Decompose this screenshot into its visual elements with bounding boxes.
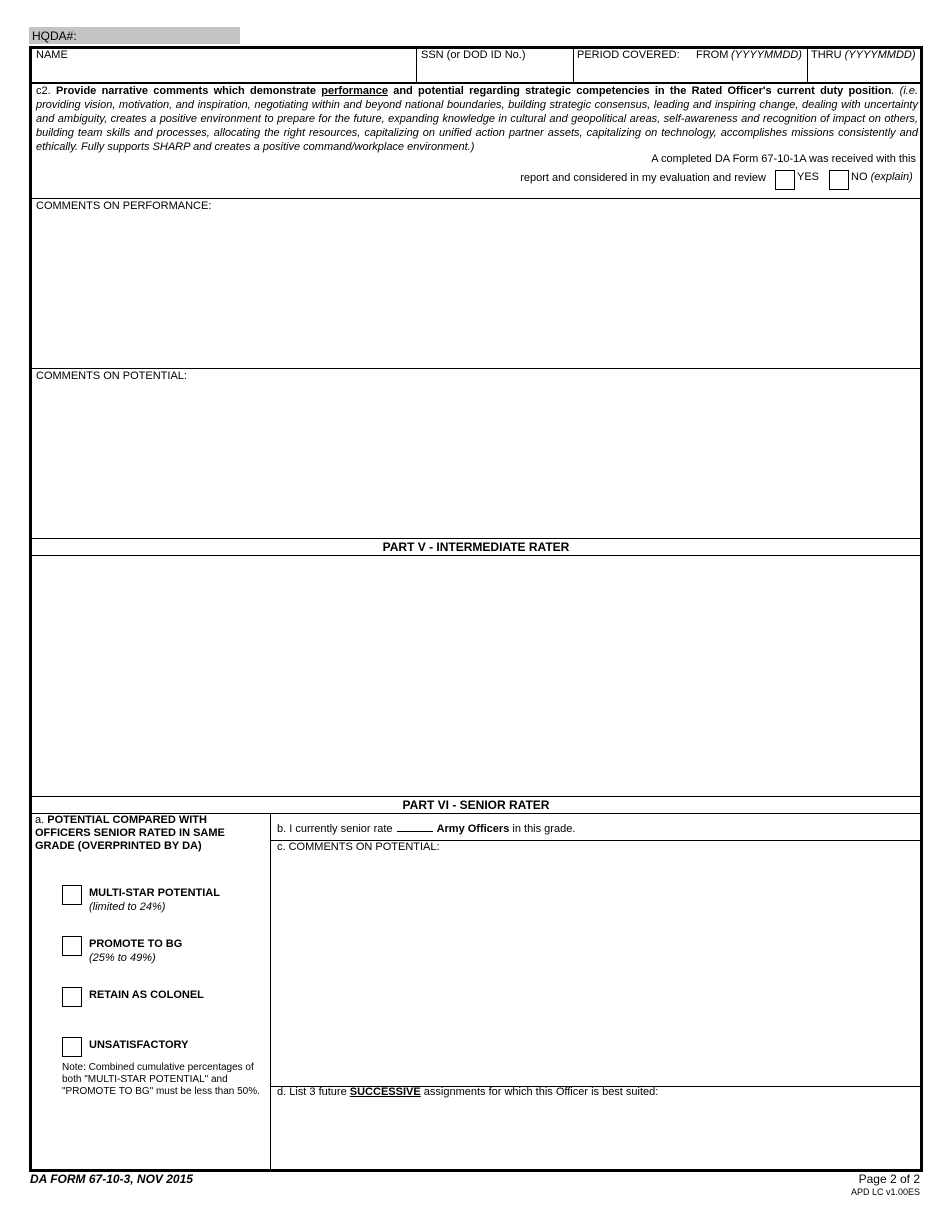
- period-label: PERIOD COVERED:: [577, 49, 680, 61]
- part6-d-prefix: d. List 3 future: [277, 1086, 347, 1098]
- part6-c-label: c. COMMENTS ON POTENTIAL:: [277, 841, 440, 853]
- received-line-2: report and considered in my evaluation and review: [520, 172, 766, 184]
- hqda-field[interactable]: [29, 27, 240, 44]
- thru-format: (YYYYMMDD): [844, 49, 916, 61]
- c2-underlined: performance: [321, 85, 388, 97]
- part6-d-underlined: SUCCESSIVE: [349, 1086, 421, 1098]
- no-text: NO: [851, 171, 868, 183]
- yes-checkbox[interactable]: [775, 170, 795, 190]
- divider-line: [32, 198, 920, 199]
- version-id: APD LC v1.00ES: [850, 1187, 920, 1197]
- name-field[interactable]: [36, 49, 414, 82]
- c2-prefix: c2.: [36, 85, 51, 97]
- no-explain: (explain): [870, 171, 913, 183]
- retain-colonel-checkbox[interactable]: [62, 987, 82, 1007]
- intermediate-rater-comments[interactable]: [36, 558, 916, 794]
- part6-a-prefix: a.: [35, 814, 45, 826]
- ssn-label: SSN (or DOD ID No.): [421, 49, 526, 61]
- hqda-label: HQDA#:: [32, 29, 77, 43]
- part6-d-suffix: assignments for which this Officer is best suited:: [423, 1086, 659, 1098]
- unsatisfactory-label: UNSATISFACTORY: [89, 1039, 189, 1051]
- c2-bold-a: Provide narrative comments which demonstrate: [55, 85, 317, 97]
- divider-line: [32, 555, 920, 556]
- header-divider: [807, 49, 808, 83]
- part6-b-bold: Army Officers: [436, 823, 510, 835]
- part6-a-text: POTENTIAL COMPARED WITH OFFICERS SENIOR RATED IN SAME GRADE (OVERPRINTED BY DA): [35, 814, 225, 852]
- divider-line: [32, 538, 920, 539]
- part6-b-prefix: b. I currently senior rate: [277, 823, 393, 835]
- comments-potential-field[interactable]: [36, 370, 916, 536]
- c2-bold-b: and potential regarding strategic competencies in the Rated Officer's current duty position: [393, 85, 892, 97]
- thru-label: THRU: [811, 49, 842, 61]
- name-label: NAME: [36, 49, 68, 61]
- divider-line: [32, 796, 920, 797]
- part6-note: Note: Combined cumulative percentages of both "MULTI-STAR POTENTIAL" and "PROMOTE TO BG" must be less than 50%.: [62, 1062, 260, 1097]
- divider-line: [32, 368, 920, 369]
- period-thru-field[interactable]: [811, 49, 917, 82]
- comments-potential-label: COMMENTS ON POTENTIAL:: [36, 370, 187, 382]
- from-label: FROM: [696, 49, 729, 61]
- promote-bg-label: PROMOTE TO BG: [89, 938, 183, 950]
- part5-title: PART V - INTERMEDIATE RATER: [382, 540, 570, 554]
- successive-assignments-field[interactable]: [277, 1086, 917, 1166]
- comments-performance-label: COMMENTS ON PERFORMANCE:: [36, 200, 212, 212]
- multi-star-checkbox[interactable]: [62, 885, 82, 905]
- senior-rate-field[interactable]: [277, 821, 917, 838]
- senior-comments-potential-field[interactable]: [277, 841, 917, 1085]
- period-from-field[interactable]: [577, 49, 805, 82]
- header-divider: [573, 49, 574, 83]
- column-divider: [270, 813, 271, 1169]
- c2-italic: . (i.e. providing vision, motivation, and inspiration, negotiating within and beyond national boundaries, building strategic consensus, leading and inspiring change, dealing with uncertainty and ambiguity, creates a positive environment to prepare for the future, expanding knowledge in cultural and geopolitical areas, self-awareness and recognition of impact on others, building team skills and processes, allocating the right resources, capitalizing on unified action partner assets, capitalizing on technology, accomplishes missions consistently and ethically. Fully supports SHARP and creates a positive command/workplace environment.): [36, 85, 918, 153]
- no-label: [851, 171, 913, 183]
- retain-colonel-label: RETAIN AS COLONEL: [89, 989, 204, 1001]
- senior-rate-count-input[interactable]: [397, 821, 433, 832]
- unsatisfactory-checkbox[interactable]: [62, 1037, 82, 1057]
- no-checkbox[interactable]: [829, 170, 849, 190]
- multi-star-label: MULTI-STAR POTENTIAL: [89, 887, 220, 899]
- from-format: (YYYYMMDD): [731, 49, 802, 61]
- multi-star-sub: (limited to 24%): [89, 901, 166, 913]
- c2-instructions: [36, 84, 918, 154]
- page-number: Page 2 of 2: [858, 1172, 920, 1186]
- received-line-1: A completed DA Form 67-10-1A was received with this: [651, 153, 916, 165]
- header-divider: [416, 49, 417, 83]
- yes-label: YES: [797, 171, 820, 183]
- promote-bg-checkbox[interactable]: [62, 936, 82, 956]
- part6-b-suffix: in this grade.: [512, 823, 576, 835]
- ssn-field[interactable]: [421, 49, 571, 82]
- part6-title: PART VI - SENIOR RATER: [402, 798, 550, 812]
- part6-a-label: [35, 814, 260, 853]
- comments-performance-field[interactable]: [36, 200, 916, 366]
- promote-bg-sub: (25% to 49%): [89, 952, 156, 964]
- form-id: DA FORM 67-10-3, NOV 2015: [30, 1172, 193, 1186]
